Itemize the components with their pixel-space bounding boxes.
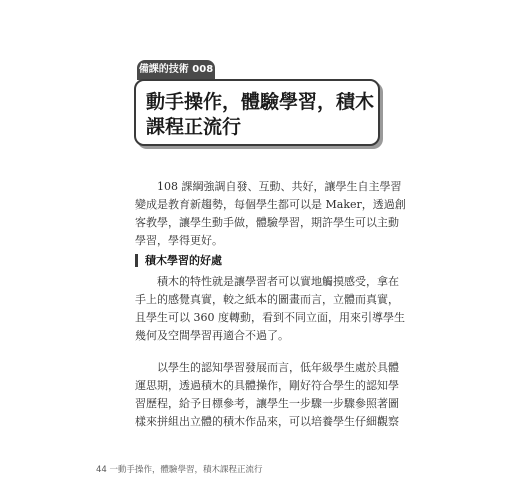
paragraph-line: 以學生的認知學習發展而言，低年級學生處於具體 bbox=[157, 361, 399, 374]
page-footer: 44 一動手操作，體驗學習，積木課程正流行 bbox=[96, 465, 263, 475]
paragraph-line: 幾何及空間學習再適合不過了。 bbox=[135, 329, 289, 342]
page-title-line-2: 課程正流行 bbox=[146, 116, 242, 138]
paragraph-line: 習歷程，給予目標參考，讓學生一步驟一步驟參照著圖 bbox=[135, 397, 399, 410]
paragraph-line: 變成是教育新趨勢，每個學生都可以是 Maker，透過創 bbox=[135, 198, 406, 211]
paragraph-line: 且學生可以 360 度轉動，看到不同立面，用來引導學生 bbox=[135, 311, 405, 324]
paragraph-line: 樣來拼組出立體的積木作品來，可以培養學生仔細觀察 bbox=[135, 415, 399, 428]
page-title-line-1: 動手操作，體驗學習，積木 bbox=[146, 91, 375, 113]
section-heading: 積木學習的好處 bbox=[135, 254, 222, 267]
paragraph-line: 客教學，讓學生動手做，體驗學習，期許學生可以主動 bbox=[135, 216, 399, 229]
paragraph-line: 運思期，透過積木的具體操作，剛好符合學生的認知學 bbox=[135, 379, 399, 392]
paragraph-line: 學習，學得更好。 bbox=[135, 234, 223, 247]
chapter-tag: 備課的技術 008 bbox=[137, 60, 215, 80]
paragraph-line: 積木的特性就是讓學習者可以實地觸摸感受，拿在 bbox=[157, 275, 399, 288]
paragraph-line: 108 課綱強調自發、互動、共好，讓學生自主學習 bbox=[157, 180, 402, 193]
paragraph-line: 手上的感覺真實，較之紙本的圖畫而言，立體而真實， bbox=[135, 293, 399, 306]
title-box bbox=[134, 79, 380, 146]
